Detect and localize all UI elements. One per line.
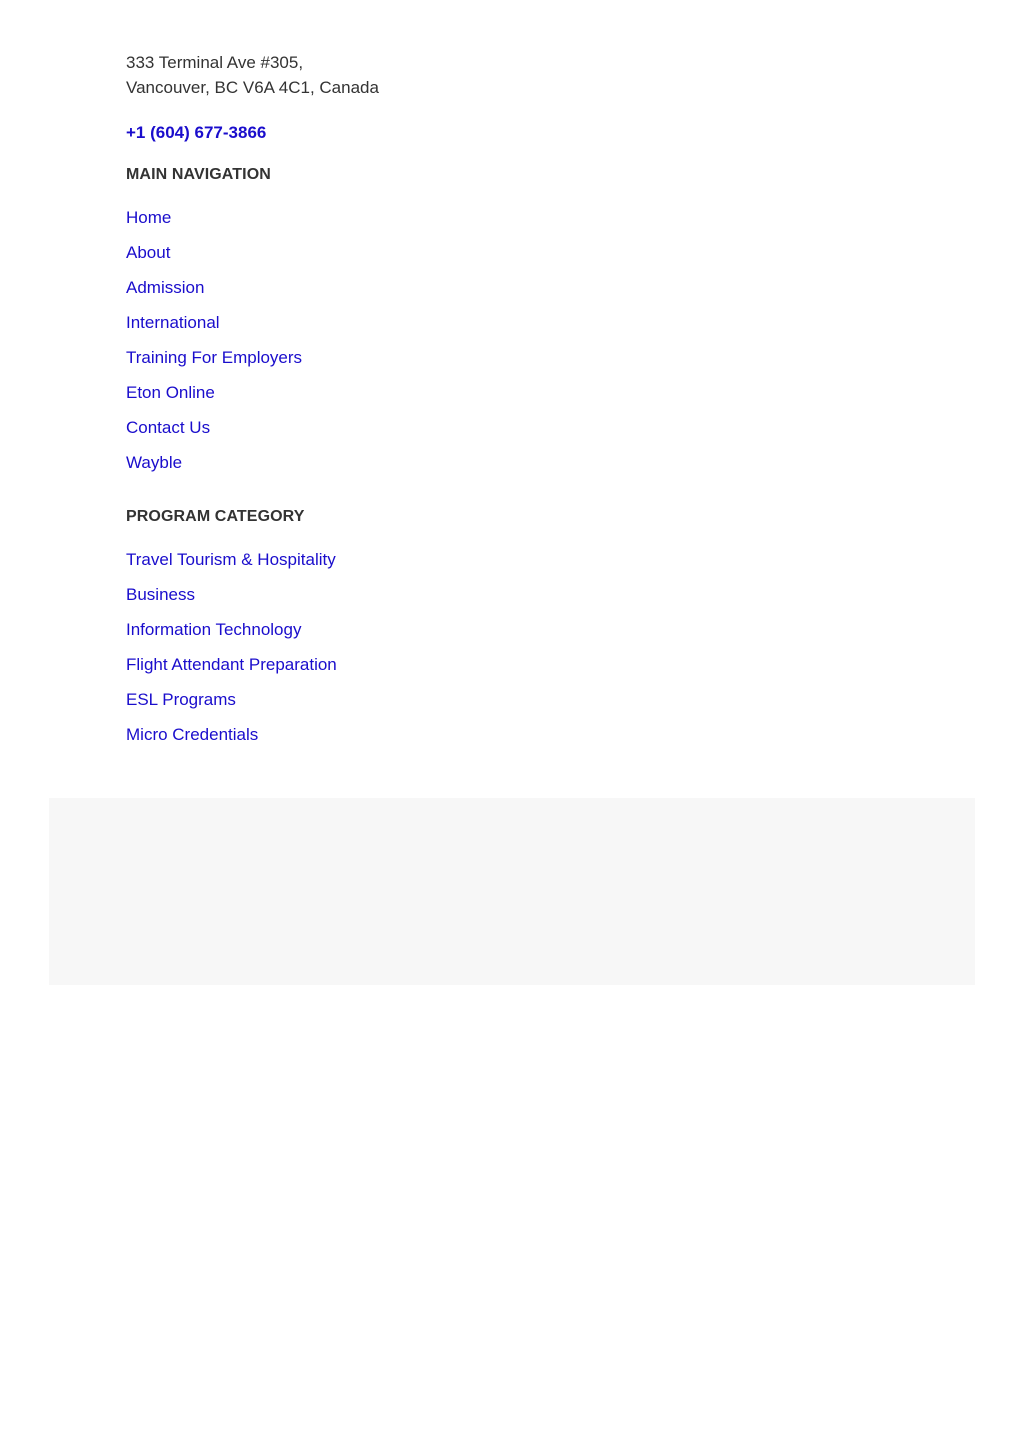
nav-link-admission[interactable]: Admission <box>126 278 205 297</box>
nav-link-eton-online[interactable]: Eton Online <box>126 383 215 402</box>
main-nav-item-international <box>126 305 626 340</box>
program-category-heading: PROGRAM CATEGORY <box>126 508 305 525</box>
program-category-list <box>126 542 626 752</box>
program-link-esl-programs[interactable]: ESL Programs <box>126 690 236 709</box>
footer-bottom-band <box>49 798 975 985</box>
main-navigation-heading: MAIN NAVIGATION <box>126 166 271 183</box>
nav-link-home[interactable]: Home <box>126 208 172 227</box>
nav-link-training-for-employers[interactable]: Training For Employers <box>126 348 303 367</box>
program-item-flight <box>126 647 626 682</box>
main-nav-item-about <box>126 235 626 270</box>
phone-link[interactable]: +1 (604) 677-3866 <box>126 123 267 142</box>
main-nav-item-wayble <box>126 445 626 480</box>
program-item-travel <box>126 542 626 577</box>
main-nav-item-contact <box>126 410 626 445</box>
program-item-micro <box>126 717 626 752</box>
nav-link-about[interactable]: About <box>126 243 171 262</box>
address-line-1: 333 Terminal Ave #305, <box>126 53 304 72</box>
nav-link-contact-us[interactable]: Contact Us <box>126 418 211 437</box>
program-link-travel-tourism-hospitality[interactable]: Travel Tourism & Hospitality <box>126 550 336 569</box>
main-navigation-list <box>126 200 626 480</box>
main-nav-item-eton-online <box>126 375 626 410</box>
program-link-micro-credentials[interactable]: Micro Credentials <box>126 725 259 744</box>
nav-link-international[interactable]: International <box>126 313 220 332</box>
program-link-business[interactable]: Business <box>126 585 195 604</box>
address <box>126 50 626 100</box>
address-line-2: Vancouver, BC V6A 4C1, Canada <box>126 78 379 97</box>
program-link-flight-attendant-preparation[interactable]: Flight Attendant Preparation <box>126 655 337 674</box>
main-nav-item-training <box>126 340 626 375</box>
program-item-esl <box>126 682 626 717</box>
program-item-it <box>126 612 626 647</box>
program-item-business <box>126 577 626 612</box>
program-link-information-technology[interactable]: Information Technology <box>126 620 302 639</box>
main-nav-item-admission <box>126 270 626 305</box>
nav-link-wayble[interactable]: Wayble <box>126 453 183 472</box>
main-nav-item-home <box>126 200 626 235</box>
footer-info <box>126 50 626 752</box>
